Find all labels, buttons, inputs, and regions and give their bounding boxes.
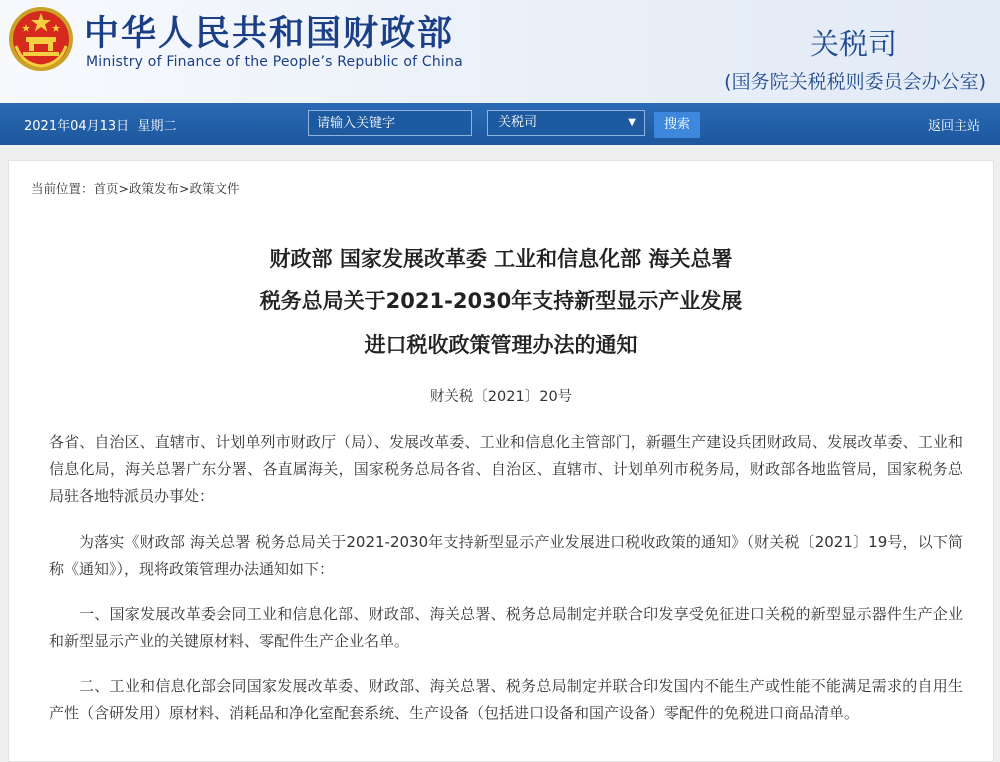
search-button[interactable]: 搜索	[654, 112, 700, 138]
department-select[interactable]	[487, 110, 645, 136]
article-title-line-3: 进口税收政策管理办法的通知	[364, 333, 638, 357]
site-name-en: Ministry of Finance of the People’s Republic of China	[86, 54, 463, 70]
nav-bar	[0, 103, 1000, 145]
breadcrumb-prefix: 当前位置：	[31, 181, 94, 196]
breadcrumb-separator: >	[179, 181, 190, 196]
site-name-cn: 中华人民共和国财政部	[84, 14, 455, 54]
current-date	[24, 115, 176, 134]
return-home-link[interactable]: 返回主站	[927, 119, 980, 134]
weekday-text: 星期二	[137, 119, 177, 134]
department-name: 关税司	[809, 27, 897, 61]
article-paragraph: 为落实《财政部 海关总署 税务总局关于2021-2030年支持新型显示产业发展进口税收政策的通知》（财关税〔2021〕19号，以下简称《通知》），现将政策管理办法通知如下：	[49, 533, 963, 578]
article-paragraph: 一、国家发展改革委会同工业和信息化部、财政部、海关总署、税务总局制定并联合印发享受免征进口关税的新型显示器件生产企业和新型显示产业的关键原材料、零配件生产企业名单。	[49, 605, 963, 650]
breadcrumb-home[interactable]: 首页	[93, 181, 119, 196]
content-panel	[8, 160, 994, 762]
breadcrumb	[31, 179, 240, 197]
article-title-line-1: 财政部 国家发展改革委 工业和信息化部 海关总署	[269, 247, 733, 271]
department-subtitle: (国务院关税税则委员会办公室)	[724, 71, 986, 93]
site-header	[0, 0, 1000, 103]
search-input[interactable]	[308, 110, 472, 136]
article-paragraph: 二、工业和信息化部会同国家发展改革委、财政部、海关总署、税务总局制定并联合印发国内不能生产或性能不能满足需求的自用生产性（含研发用）原材料、消耗品和净化室配套系统、生产设备（包括进口设备和国产设备）零配件的免税进口商品清单。	[49, 677, 963, 722]
select-value: 关税司	[498, 115, 538, 130]
article-paragraph: 各省、自治区、直辖市、计划单列市财政厅（局）、发展改革委、工业和信息化主管部门，新疆生产建设兵团财政局、发展改革委、工业和信息化局，海关总署广东分署、各直属海关，国家税务总局各省、自治区、直辖市、计划单列市税务局，财政部各地监管局，国家税务总局驻各地特派员办事处：	[49, 433, 963, 505]
breadcrumb-policy-docs[interactable]: 政策文件	[189, 181, 240, 196]
document-number: 财关税〔2021〕20号	[429, 389, 573, 405]
chevron-down-icon: ▼	[628, 117, 636, 128]
breadcrumb-policy-release[interactable]: 政策发布	[129, 181, 180, 196]
national-emblem-icon	[8, 6, 74, 72]
date-text: 2021年04月13日	[24, 119, 130, 134]
article-title-line-2: 税务总局关于2021-2030年支持新型显示产业发展	[259, 289, 743, 313]
breadcrumb-separator: >	[118, 181, 130, 196]
